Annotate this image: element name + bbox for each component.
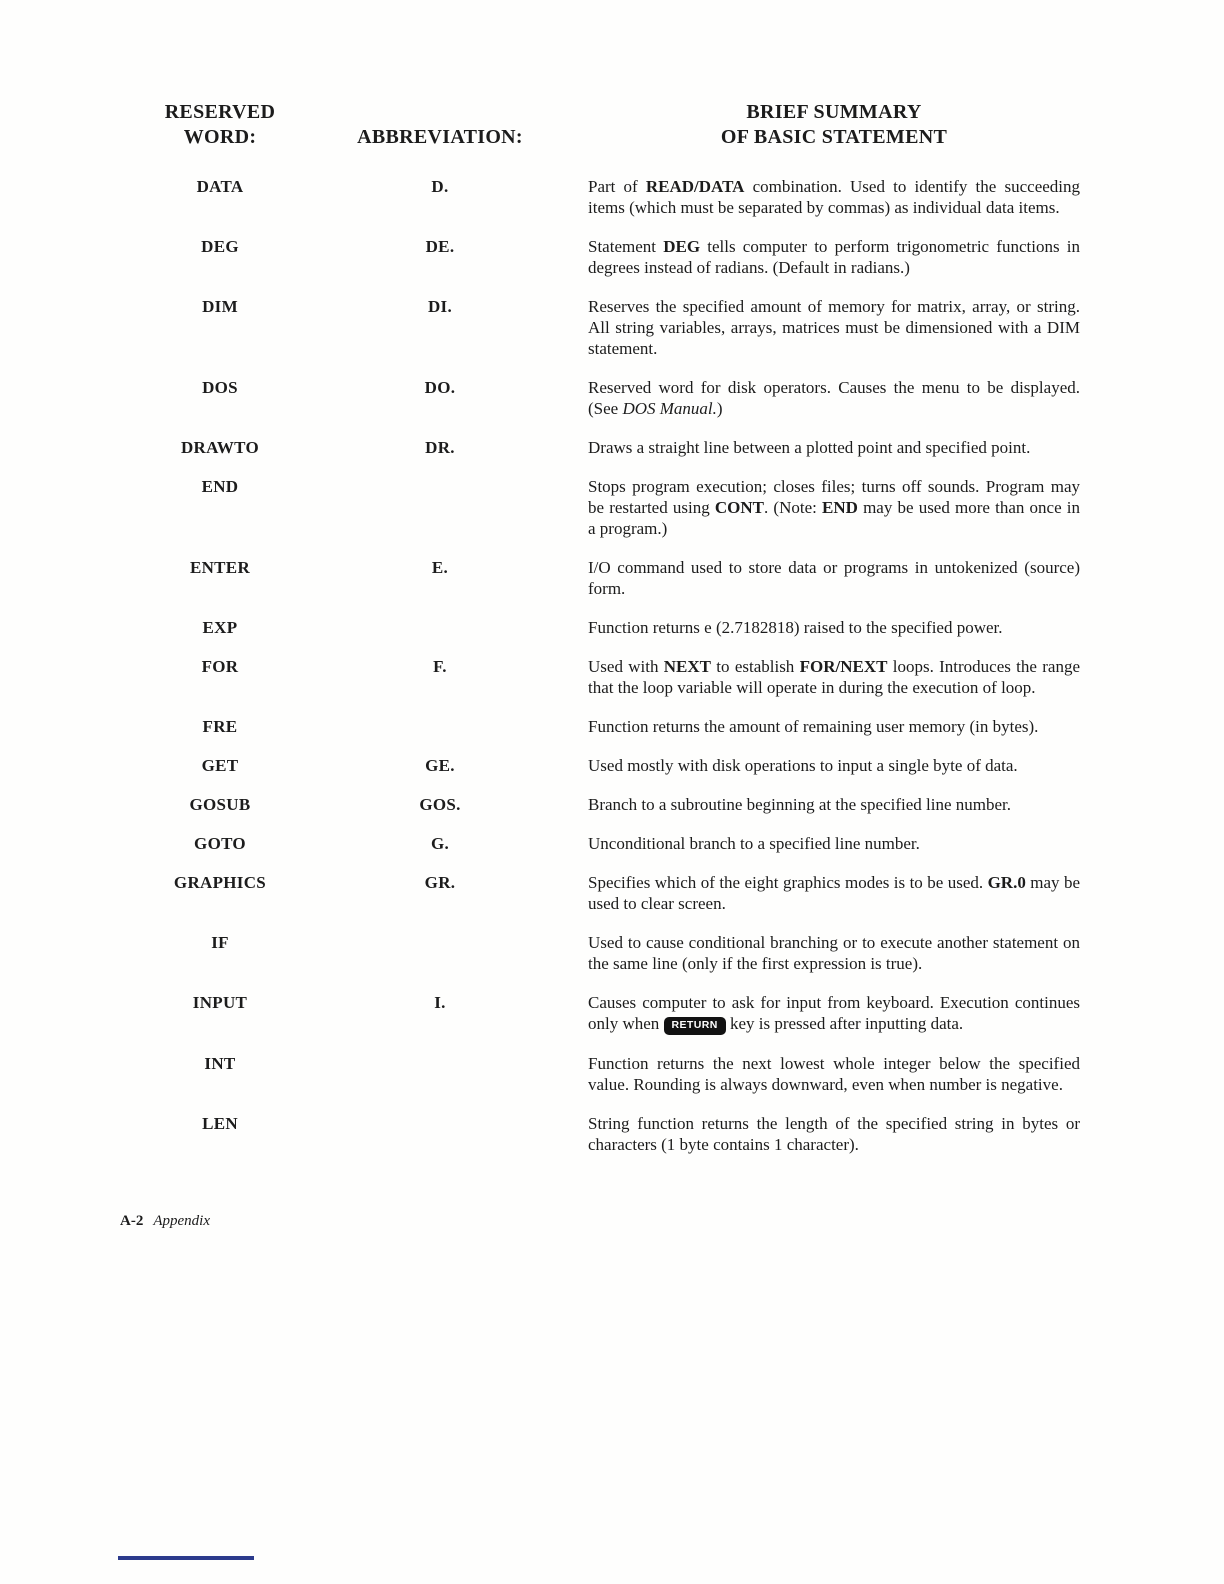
reserved-word: INPUT xyxy=(192,993,248,1012)
reserved-word: GRAPHICS xyxy=(173,873,267,892)
summary-text: Statement DEG tells computer to perform trigonometric functions in degrees instead of radians. (Default in radians.) xyxy=(588,237,1081,277)
reserved-word: DRAWTO xyxy=(180,438,259,457)
table-row xyxy=(120,437,1224,458)
abbreviation: GR. xyxy=(424,873,456,892)
reserved-word: DATA xyxy=(196,177,244,196)
table-row xyxy=(120,992,1224,1035)
summary-text: Part of READ/DATA combination. Used to identify the succeeding items (which must be separated by commas) as individual data items. xyxy=(588,177,1081,217)
header-abbreviation xyxy=(320,125,560,150)
table-row xyxy=(120,932,1224,974)
table-row xyxy=(120,794,1224,815)
reserved-word: EXP xyxy=(202,618,238,637)
abbreviation: DR. xyxy=(425,438,455,457)
summary-text: Function returns the next lowest whole integer below the specified value. Rounding is always downward, even when number is negative. xyxy=(588,1053,1080,1094)
table-row xyxy=(120,1053,1224,1095)
summary-text: Specifies which of the eight graphics modes is to be used. GR.0 may be used to clear screen. xyxy=(588,873,1080,913)
table-row xyxy=(120,557,1224,599)
summary-text: Branch to a subroutine beginning at the specified line number. xyxy=(588,795,1011,814)
abbreviation: GOS. xyxy=(419,795,461,814)
reserved-word: DOS xyxy=(202,378,238,397)
table-row xyxy=(120,476,1224,539)
reserved-word: END xyxy=(201,477,239,496)
summary-text: Draws a straight line between a plotted point and specified point. xyxy=(588,438,1031,457)
reserved-word: FOR xyxy=(201,657,239,676)
reserved-word: INT xyxy=(204,1053,236,1073)
abbreviation: GE. xyxy=(425,756,455,775)
summary-text: Function returns the amount of remaining user memory (in bytes). xyxy=(588,717,1039,736)
table-row xyxy=(120,377,1224,419)
summary-text: Stops program execution; closes files; turns off sounds. Program may be restarted using CONT. (Note: END may be used more than once in a program.) xyxy=(588,477,1080,538)
summary-text: Causes computer to ask for input from keyboard. Execution continues only when RETURN key is pressed after inputting data. xyxy=(588,993,1080,1033)
reserved-word: DIM xyxy=(202,297,238,316)
table-row xyxy=(120,617,1224,638)
reserved-word: LEN xyxy=(202,1113,238,1133)
abbreviation: F. xyxy=(433,657,447,676)
header-brief-summary-line2: OF BASIC STATEMENT xyxy=(720,126,948,148)
summary-text: Function returns e (2.7182818) raised to the specified power. xyxy=(588,618,1003,637)
table-header xyxy=(120,100,1224,150)
abbreviation xyxy=(320,617,560,638)
reserved-word: GOSUB xyxy=(189,795,251,814)
header-brief-summary-line1: BRIEF SUMMARY xyxy=(746,101,922,123)
header-reserved-word-line1: RESERVED xyxy=(164,101,276,123)
abbreviation: DE. xyxy=(425,237,455,256)
bottom-blue-rule xyxy=(118,1556,254,1560)
abbreviation: DI. xyxy=(427,297,453,316)
abbreviation xyxy=(320,1113,560,1155)
page-number: A-2 xyxy=(120,1212,144,1229)
header-brief-summary xyxy=(560,100,1080,150)
abbreviation: G. xyxy=(430,834,450,853)
return-key-badge: RETURN xyxy=(664,1017,726,1035)
abbreviation: E. xyxy=(431,558,449,577)
summary-text: Used mostly with disk operations to input a single byte of data. xyxy=(588,756,1018,775)
table-row xyxy=(120,716,1224,737)
reserved-word: GOTO xyxy=(194,834,246,853)
abbreviation: I. xyxy=(434,993,446,1012)
summary-text: String function returns the length of the specified string in bytes or characters (1 byte contains 1 character). xyxy=(588,1113,1080,1154)
summary-text: Reserved word for disk operators. Causes the menu to be displayed. (See DOS Manual.) xyxy=(588,378,1080,418)
abbreviation: D. xyxy=(431,177,449,196)
table-row xyxy=(120,176,1224,218)
reserved-word: IF xyxy=(211,933,229,952)
summary-text: Unconditional branch to a specified line number. xyxy=(588,834,920,853)
abbreviation: DO. xyxy=(424,378,456,397)
summary-text: Used to cause conditional branching or to execute another statement on the same line (only if the first expression is true). xyxy=(588,933,1080,973)
reserved-word: ENTER xyxy=(189,558,251,577)
abbreviation xyxy=(320,716,560,737)
header-reserved-word-line2: WORD: xyxy=(183,126,257,148)
table-row xyxy=(120,296,1224,359)
section-label: Appendix xyxy=(153,1212,210,1229)
abbreviation xyxy=(320,1053,560,1095)
summary-text: I/O command used to store data or programs in untokenized (source) form. xyxy=(588,558,1080,598)
table-rows xyxy=(120,176,1224,1155)
header-reserved-word xyxy=(120,100,320,150)
summary-text: Reserves the specified amount of memory for matrix, array, or string. All string variables, arrays, matrices must be dimensioned with a DIM statement. xyxy=(588,297,1080,358)
table-row xyxy=(120,755,1224,776)
summary-text: Used with NEXT to establish FOR/NEXT loops. Introduces the range that the loop variable will operate in during the execution of loop. xyxy=(588,657,1080,697)
table-row xyxy=(120,833,1224,854)
table-row xyxy=(120,656,1224,698)
table-row xyxy=(120,1113,1224,1155)
reserved-word: DEG xyxy=(201,237,239,256)
abbreviation xyxy=(320,476,560,539)
reserved-word: GET xyxy=(201,756,239,775)
header-abbreviation-label: ABBREVIATION: xyxy=(357,126,523,148)
table-row xyxy=(120,872,1224,914)
page-footer xyxy=(120,1213,1224,1230)
abbreviation xyxy=(320,932,560,974)
reserved-word: FRE xyxy=(202,717,238,736)
table-row xyxy=(120,236,1224,278)
